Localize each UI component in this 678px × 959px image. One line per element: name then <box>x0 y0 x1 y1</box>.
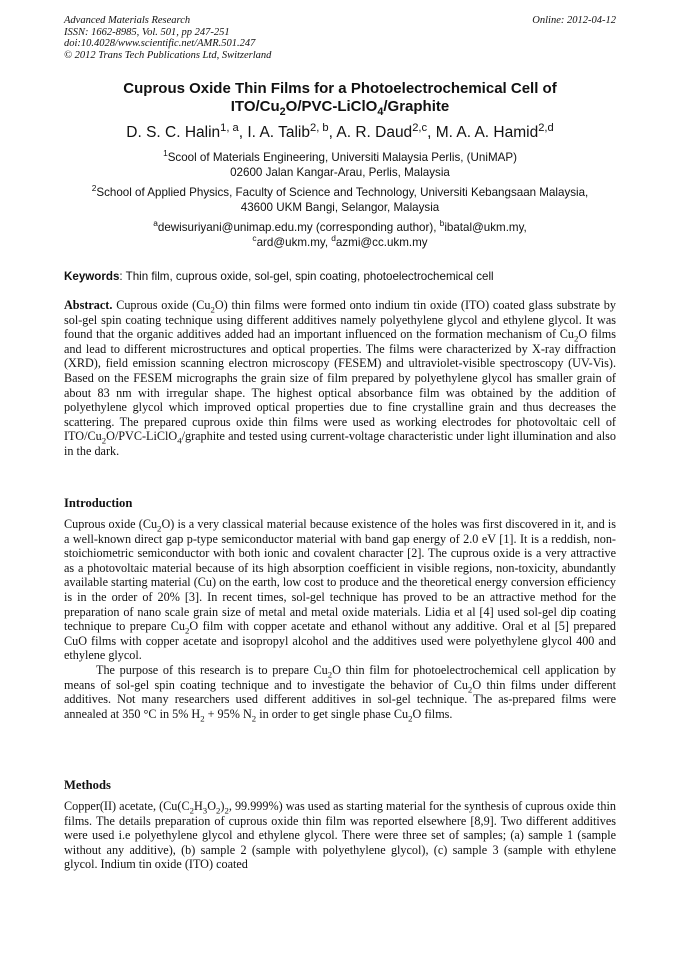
section-heading-methods: Methods <box>64 778 111 792</box>
title-line-2: ITO/$Cu_2O/PVC-LiClO_4$/Graphite <box>230 98 450 118</box>
methods-body: Copper(II) acetate, ($Cu(C_2H_3O_2)_2$, 99.999%) was used as starting material for the synthesis of cuprous oxide thin films. The details preparation of cuprous oxide thin film was reported elsewhere [8,9]. Two different additives were used i.e polyethylene glycol and ethylene glycol. There were three set of samples; (a) sample 1 (sample without any additive), (b) sample 2 (sample with polyethylene glycol), (c) sample 3 (sample with ethylene glycol. Indium tin oxide (ITO) coated <box>64 799 616 872</box>
affiliation-1: $^1$Scool of Materials Engineering, Universiti Malaysia Perlis, (UniMAP) 02600 Jalan Kangar-Arau, Perlis, Malaysia <box>163 148 517 179</box>
author-name: , M. A. A. Hamid <box>427 124 539 141</box>
affiliation-2: $^2$School of Applied Physics, Faculty of Science and Technology, Universiti Kebangsaan Malaysia, 43600 UKM Bangi, Selangor, Malaysia <box>91 183 589 214</box>
author-name: , I. A. Talib <box>238 124 310 141</box>
journal-doi: doi:10.4028/www.scientific.net/AMR.501.247 <box>64 38 256 50</box>
journal-copyright: © 2012 Trans Tech Publications Ltd, Switzerland <box>64 49 272 61</box>
online-date: Online: 2012-04-12 <box>532 15 616 26</box>
journal-issn: ISSN: 1662-8985, Vol. 501, pp 247-251 <box>64 26 230 38</box>
author-emails: $^a$dewisuriyani@unimap.edu.my (corresponding author), $^b$ibatal@ukm.my, $^c$ard@ukm.my, $^d$azmi@cc.ukm.my <box>153 218 527 249</box>
keywords <box>64 270 616 284</box>
title-line-1: Cuprous Oxide Thin Films for a Photoelectrochemical Cell of <box>123 80 557 97</box>
introduction-paragraph-1: Cuprous oxide $(Cu_2O)$ is a very classical material because existence of the holes was first discovered in it, and is a well-known direct gap p-type semiconductor material with band gap energy of 2.0 eV [1]. It is a reddish, non-stoichiometric semiconductor with both ionic and covalent character [2]. The cuprous oxide is a very attractive as a photovoltaic material because of its high absorption coefficient in visible regions, non-toxicity, abundantly available starting material (Cu) on the earth, low cost to produce and the theoretical energy conversion efficiency is in the order of 20% [3]. In recent times, sol-gel technique has proved to be an attractive method for the preparation of nano scale grain size of metal and metal oxide materials. Lidia et al [4] used sol-gel dip coating technique to prepare $Cu_2O$ film with copper acetate and ethanol without any additive. Oral et al [5] prepared CuO films with copper acetate and isopropyl alcohol and the additives used were polyethylene glycol 400 and ethylene glycol. <box>64 517 616 663</box>
introduction-paragraph-2: The purpose of this research is to prepare $Cu_2O$ thin film for photoelectrochemical cell application by means of sol-gel spin coating technique and to investigate the behavior of $Cu_2O$ thin films under different additives. Not many researchers used different additives in sol-gel technique. The as-prepared films were annealed at 350 °C in 5% $H_2 + 95\%$ $N_2$ in order to get single phase $Cu_2O$ films. <box>64 662 616 724</box>
journal-name: Advanced Materials Research <box>64 15 191 26</box>
keywords-text: : Thin film, cuprous oxide, sol-gel, spin coating, photoelectrochemical cell <box>119 270 494 283</box>
abstract-label: Abstract. <box>64 298 113 312</box>
author-name: D. S. C. Halin <box>126 124 221 141</box>
paper-title <box>64 80 616 116</box>
introduction-body <box>64 517 616 724</box>
keywords-label: Keywords <box>64 270 120 283</box>
abstract: Abstract. Cuprous oxide $(Cu_2O)$ thin films were formed onto indium tin oxide (ITO) coated glass substrate by sol-gel spin coating technique using different additives namely polyethylene glycol and ethylene glycol. It was found that the organic additives added had an important influenced on the formation mechanism of $Cu_2O$ films and lead to different microstructures and optical properties. The films were characterized by X-ray diffraction (XRD), field emission scanning electron microscopy (FESEM) and ultraviolet-visible spectroscopy (UV-Vis). Based on the FESEM micrographs the grain size of film prepared by polyethylene glycol has smaller grain of about 83 nm with irregular shape. The highest optical absorbance film was obtained by the addition of polyethylene glycol which improved optical properties due to fine crystalline grain and thus decreases the scattering. The prepared cuprous oxide thin films were used as working electrodes for photovoltaic cell of ITO/$Cu_2O/PVC-LiClO_4$/graphite and tested using current-voltage characteristic under light illumination and also in the dark. <box>64 298 616 458</box>
author-list: D. S. C. Halin$^{1, a}$, I. A. Talib$^{2, b}$, A. R. Daud$^{2,c}$, M. A. A. Hamid$^{2,d}$ <box>126 121 554 141</box>
section-heading-introduction: Introduction <box>64 496 133 510</box>
author-name: , A. R. Daud <box>328 124 413 141</box>
journal-header <box>64 15 616 61</box>
